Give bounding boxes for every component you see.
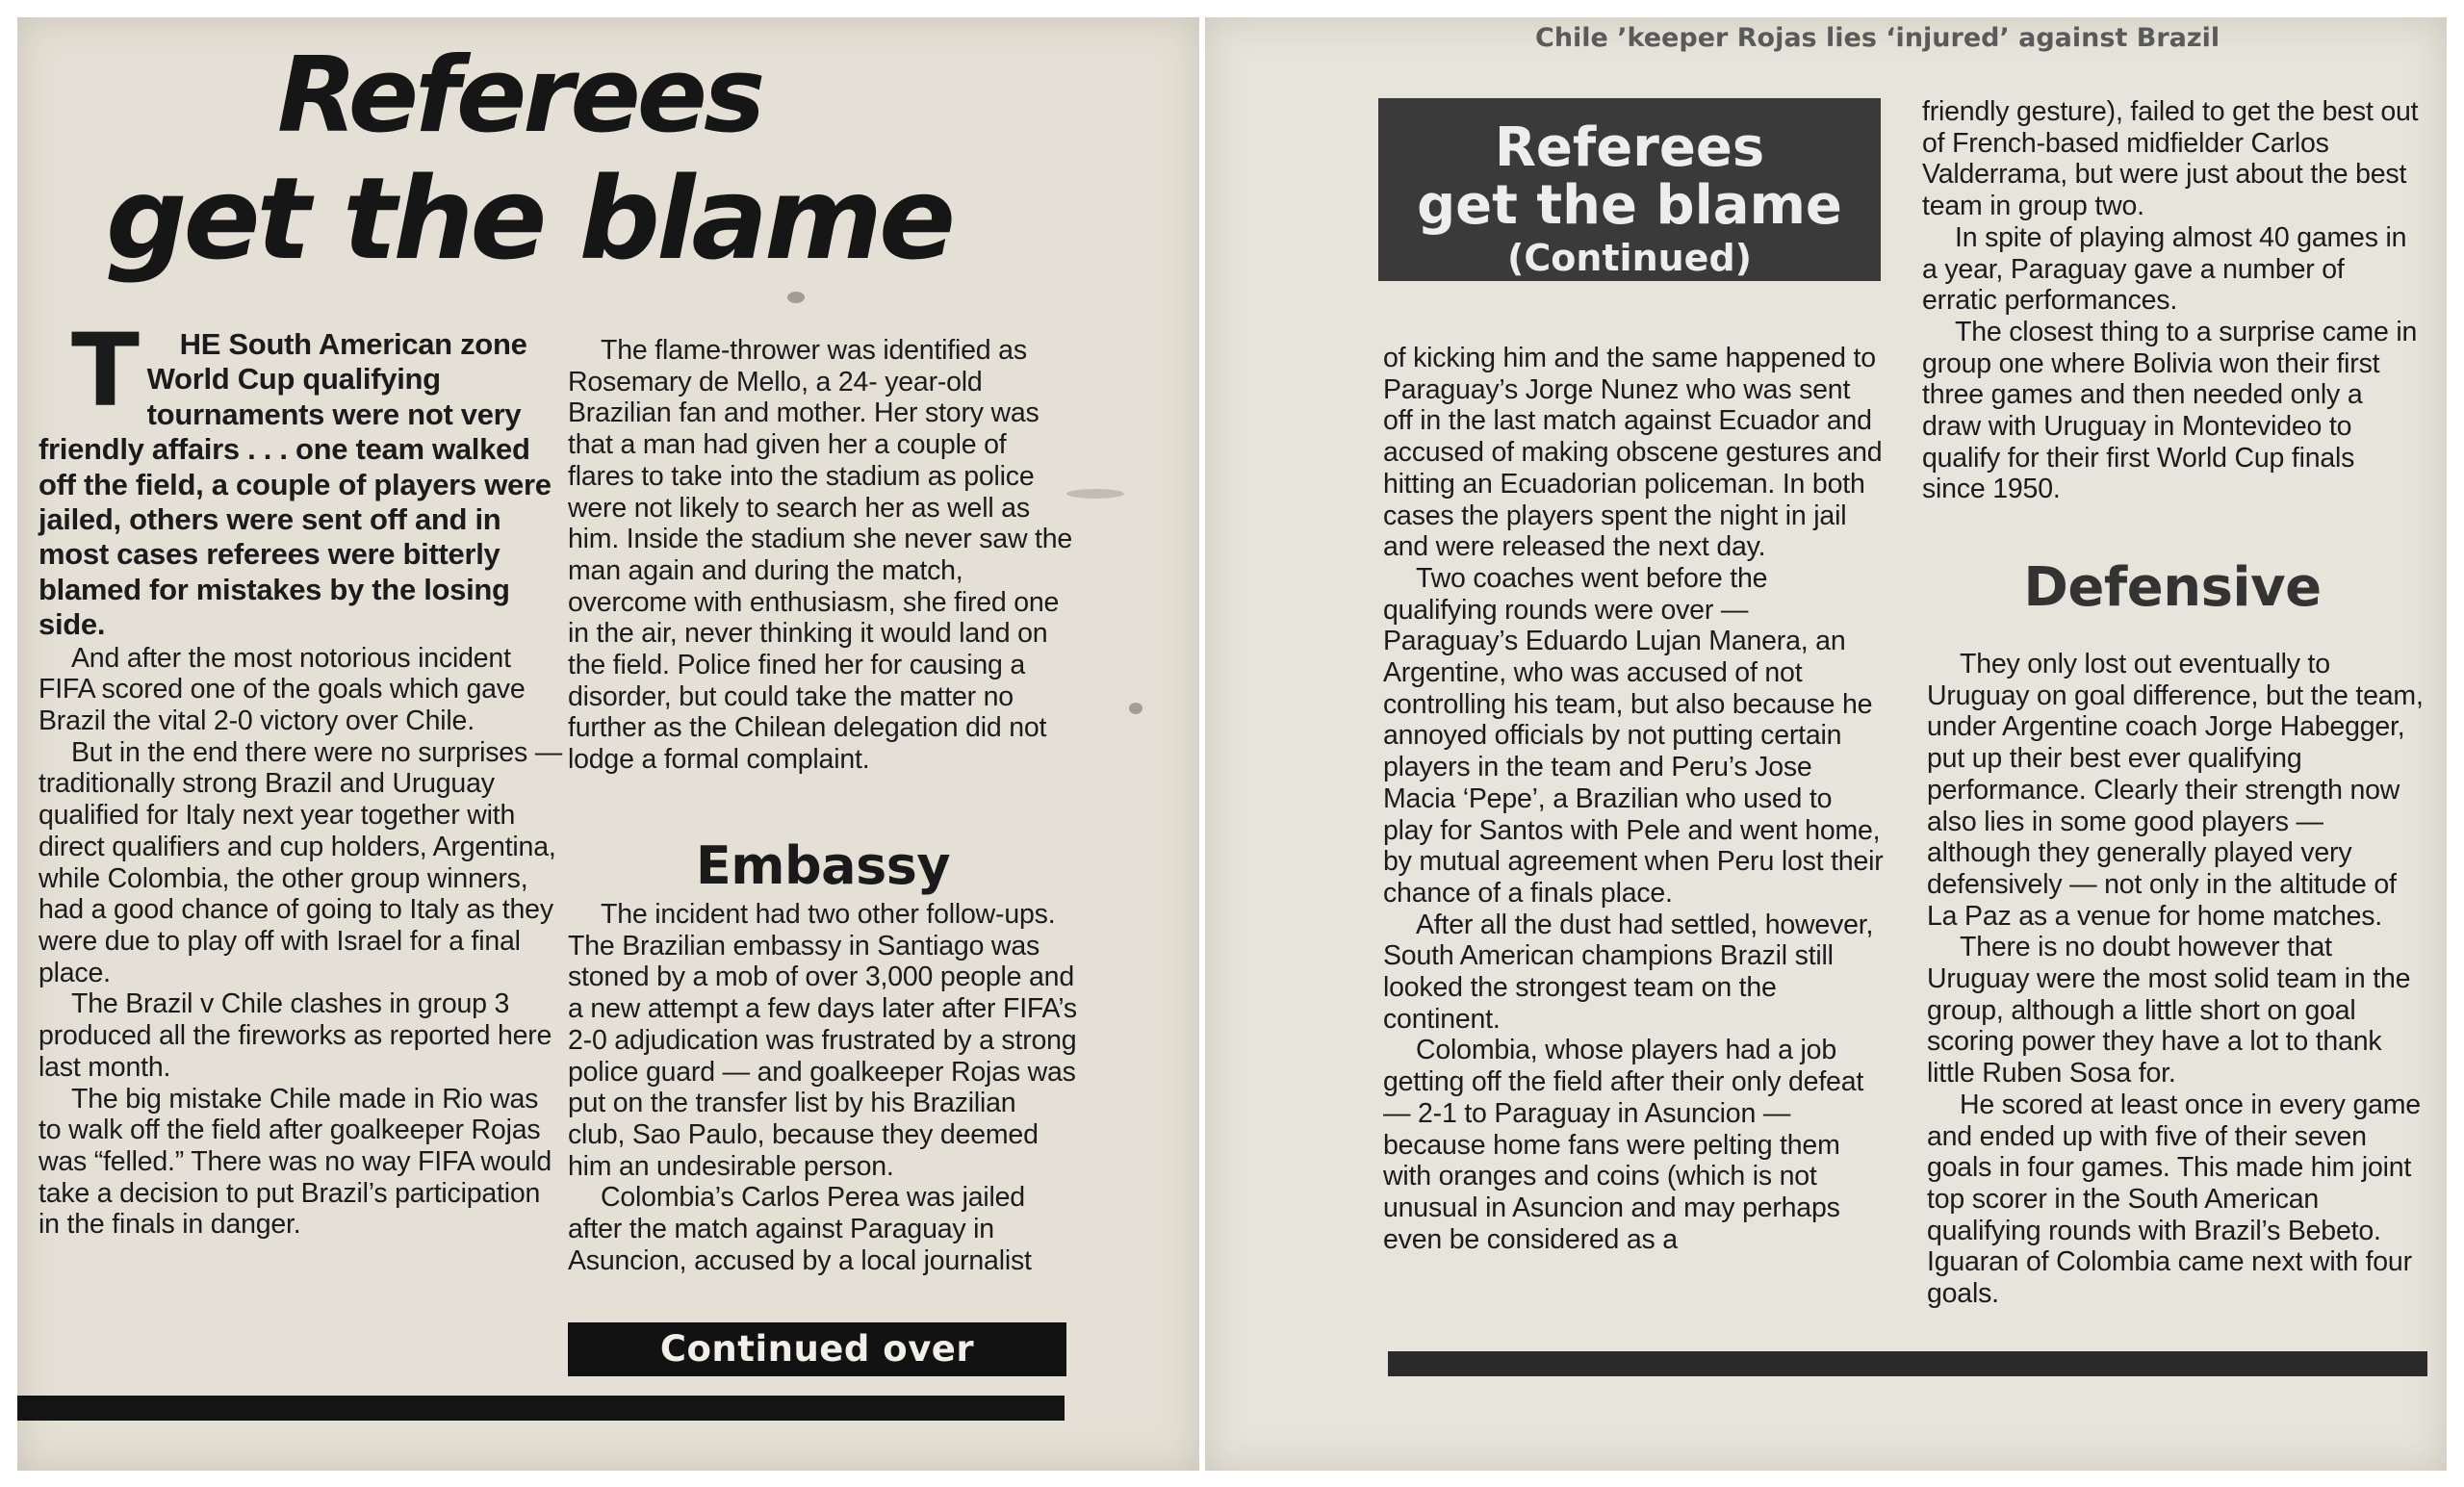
drop-cap: T [71,312,140,429]
box-subtitle: (Continued) [1506,237,1753,279]
right-column-2-top [1922,96,2423,505]
subhead-embassy: Embassy [695,835,951,896]
continued-headline-box [1378,98,1881,281]
headline-line-2: get the blame [106,152,953,285]
body-paragraph: of kicking him and the same happened to Paraguay’s Jorge Nunez who was sent off in the last match against Ecuador and accused of making obscene gestures and hitting an Ecuadorian policeman. In both cases the players spent the night in jail and were released the next day. [1383,343,1883,563]
body-paragraph: The flame-thrower was identified as Rosemary de Mello, a 24- year-old Brazilian fan and mother. Her story was that a man had given her a couple of flares to take into the stadium as police were not likely to search her as well as him. Inside the stadium she never saw the man again and during the match, overcome with enthusiasm, she fired one in the air, never thinking it would land on the field. Police fined her for causing a disorder, but could take the matter no further as the Chilean delegation did not lodge a formal complaint. [568,335,1073,776]
bottom-rule [1388,1351,2427,1376]
body-paragraph: The closest thing to a surprise came in group one where Bolivia won their first three games and then needed only a draw with Uruguay in Montevideo to qualify for their first World Cup finals since 1950. [1922,316,2418,505]
right-column-2-bottom [1927,649,2427,1310]
body-paragraph: But in the end there were no surprises — traditionally strong Brazil and Uruguay qualified for Italy next year together with direct qualifiers and cup holders, Argentina, while Colombia, the other group winners, had a good chance of going to Italy as they were due to play off with Israel for a final place. [38,736,563,988]
body-paragraph: The Brazil v Chile clashes in group 3 produced all the fireworks as reported here last month. [38,988,552,1083]
photo-caption: Chile ’keeper Rojas lies ‘injured’ against Brazil [1535,23,2220,53]
left-column-1 [38,312,563,1241]
subhead-defensive: Defensive [2023,556,2322,619]
body-paragraph: After all the dust had settled, however, South American champions Brazil still looked the strongest team on the continent. [1383,909,1874,1035]
right-page [1205,17,2447,1471]
body-paragraph: Colombia, whose players had a job getting off the field after their only defeat — 2-1 to Paraguay in Asuncion — because home fans were pelting them with oranges and coins (which is not unusual in Asuncion and may perhaps even be considered as a [1383,1035,1864,1255]
box-title-line-2: get the blame [1417,174,1842,237]
body-paragraph: There is no doubt however that Uruguay were the most solid team in the group, although a little short on goal scoring power they have a lot to thank little Ruben Sosa for. [1927,932,2411,1090]
smudge-mark [1129,703,1142,714]
continued-over-box [568,1322,1066,1376]
headline-line-1: Referees [277,36,762,156]
body-paragraph: The big mistake Chile made in Rio was to walk off the field after goalkeeper Rojas was “felled.” There was no way FIFA would take a decision to put Brazil’s participation in the finals in danger. [38,1083,552,1241]
left-column-2-bottom [568,899,1078,1276]
body-paragraph: The incident had two other follow-ups. The Brazilian embassy in Santiago was stoned by a mob of over 3,000 people and a new attempt a few days later after FIFA’s 2-0 adjudication was frustrated by a strong police guard — and goalkeeper Rojas was put on the transfer list by his Brazilian club, Sao Paulo, because they deemed him an undesirable person. [568,899,1077,1182]
continued-over-label: Continued over [659,1328,975,1370]
left-page [17,17,1199,1471]
body-paragraph: In spite of playing almost 40 games in a year, Paraguay gave a number of erratic performances. [1922,221,2407,317]
right-column-1 [1383,343,1884,1255]
body-paragraph: He scored at least once in every game and ended up with five of their seven goals in four games. This made him joint top scorer in the South American qualifying rounds with Brazil’s Bebeto. Iguaran of Colombia came next with four goals. [1927,1089,2421,1310]
lead-text: HE South American zone World Cup qualifying tournaments were not very friendly affairs . . . one team walked off the field, a couple of players were jailed, others were sent off and in most cases referees were bitterly blamed for mistakes by the losing side. [38,327,552,642]
body-paragraph: friendly gesture), failed to get the best out of French-based midfielder Carlos Valderrama, but were just about the best team in group two. [1922,96,2419,222]
bottom-rule [17,1396,1065,1421]
body-paragraph: And after the most notorious incident FIFA scored one of the goals which gave Brazil the vital 2-0 victory over Chile. [38,642,526,737]
body-paragraph: They only lost out eventually to Uruguay on goal difference, but the team, under Argentine coach Jorge Habegger, put up their best ever qualifying performance. Clearly their strength now also lies in some good players — although they generally played very defensively — not only in the altitude of La Paz as a venue for home matches. [1927,649,2424,932]
lead-paragraph [38,312,563,643]
smudge-mark [1066,489,1124,499]
body-paragraph: Two coaches went before the qualifying rounds were over — Paraguay’s Eduardo Lujan Manera, an Argentine, who was accused of not controlling his team, but also because he annoyed officials by not putting certain players in the team and Peru’s Jose Macia ‘Pepe’, a Brazilian who used to play for Santos with Pele and went home, by mutual agreement when Peru lost their chance of a finals place. [1383,562,1884,909]
box-title-line-1: Referees [1494,116,1765,179]
left-column-2-top [568,335,1078,776]
body-paragraph: Colombia’s Carlos Perea was jailed after the match against Paraguay in Asuncion, accused by a local journalist [568,1182,1032,1276]
smudge-mark [787,292,805,303]
